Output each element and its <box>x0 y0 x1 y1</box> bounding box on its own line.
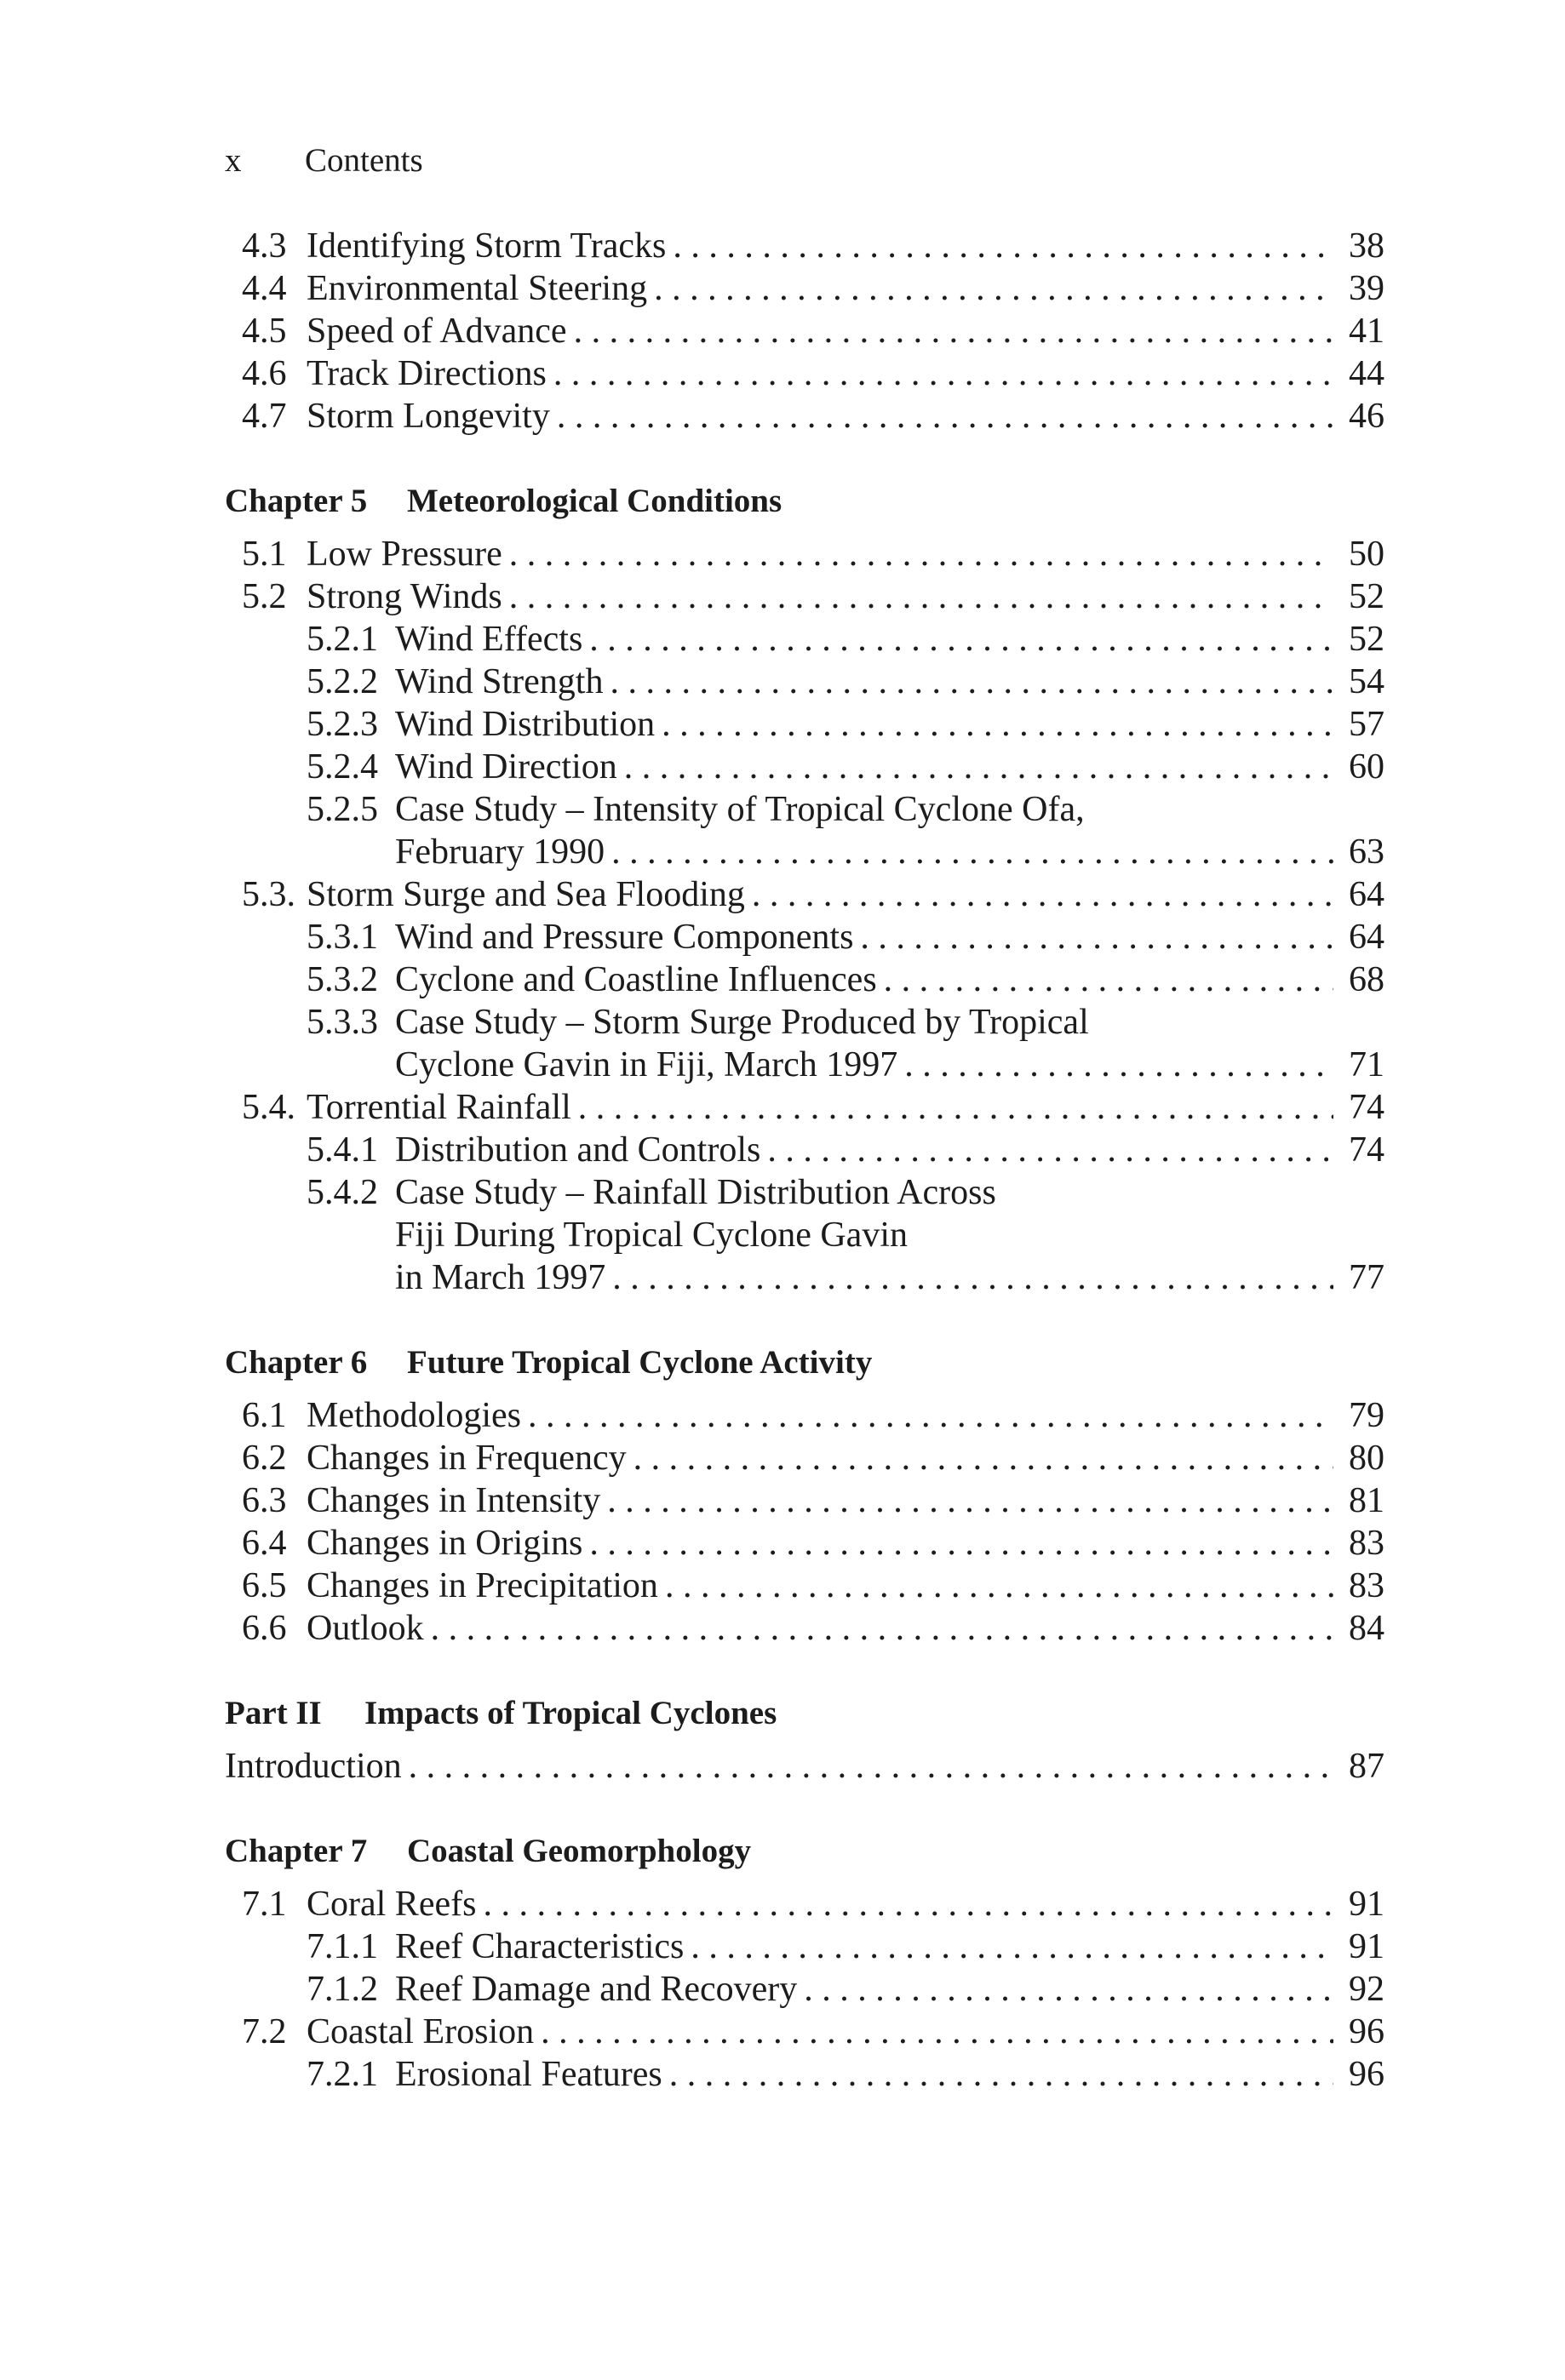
page-number: 83 <box>1349 1566 1384 1605</box>
chapter-title: Future Tropical Cyclone Activity <box>407 1344 873 1381</box>
page-number: 91 <box>1349 1885 1384 1924</box>
section-title: Low Pressure <box>307 535 502 574</box>
toc-entry[interactable] <box>225 831 1384 873</box>
section-number: 6.1 <box>242 1396 287 1435</box>
section-number: 5.2.1 <box>307 620 378 659</box>
page-number: 71 <box>1349 1045 1384 1084</box>
page-number: 74 <box>1349 1130 1384 1170</box>
section-number: 4.5 <box>242 312 287 351</box>
section-title: February 1990 <box>395 832 605 872</box>
page-number: 52 <box>1349 577 1384 616</box>
dot-leader <box>557 395 1333 438</box>
section-title: Identifying Storm Tracks <box>307 226 667 266</box>
chapter-heading <box>225 1820 1384 1883</box>
page-number: 41 <box>1349 312 1384 351</box>
page-number: 74 <box>1349 1088 1384 1127</box>
toc-entry[interactable] <box>225 1607 1384 1650</box>
section-number: 6.2 <box>242 1439 287 1478</box>
chapter-title: Meteorological Conditions <box>407 483 782 519</box>
dot-leader <box>528 1394 1333 1437</box>
dot-leader <box>624 746 1333 788</box>
toc-entry[interactable] <box>225 873 1384 916</box>
section-number: 5.2 <box>242 577 287 616</box>
section-title: Strong Winds <box>307 577 502 616</box>
toc-entry[interactable] <box>225 1171 1384 1214</box>
section-number: 7.2 <box>242 2012 287 2051</box>
toc-entry[interactable] <box>225 1001 1384 1044</box>
dot-leader <box>509 533 1333 575</box>
chapter-label: Chapter 6 <box>225 1344 368 1381</box>
dot-leader <box>612 1256 1333 1299</box>
toc-entry[interactable] <box>225 1086 1384 1129</box>
section-title: Reef Characteristics <box>395 1927 685 1966</box>
section-title: Speed of Advance <box>307 312 567 351</box>
section-title: Changes in Origins <box>307 1524 583 1563</box>
chapter-label: Chapter 7 <box>225 1833 368 1869</box>
page-number: 64 <box>1349 875 1384 914</box>
section-title: Track Directions <box>307 354 547 393</box>
running-head-title: Contents <box>305 142 423 179</box>
section-number: 5.3.2 <box>307 960 378 999</box>
section-title: Reef Damage and Recovery <box>395 1970 798 2009</box>
toc-entry[interactable] <box>225 1522 1384 1565</box>
section-number: 5.2.3 <box>307 705 378 744</box>
section-number: 7.2.1 <box>307 2055 378 2094</box>
page-number: 79 <box>1349 1396 1384 1435</box>
page-number: 60 <box>1349 747 1384 787</box>
dot-leader <box>804 1968 1333 2011</box>
toc-entry[interactable] <box>225 1214 1384 1256</box>
toc-entry[interactable] <box>225 1565 1384 1607</box>
toc-entry[interactable] <box>225 1044 1384 1086</box>
section-number: 5.3.3 <box>307 1003 378 1042</box>
section-number: 6.5 <box>242 1566 287 1605</box>
toc-entry[interactable] <box>225 1968 1384 2011</box>
section-title: Case Study – Intensity of Tropical Cyclone Ofa, <box>395 790 1085 829</box>
part-label: Part II <box>225 1695 322 1731</box>
page-number: 77 <box>1349 1258 1384 1297</box>
section-title: Cyclone and Coastline Influences <box>395 960 877 999</box>
section-number: 4.4 <box>242 269 287 308</box>
part-title: Impacts of Tropical Cyclones <box>364 1695 777 1731</box>
page-number: 46 <box>1349 397 1384 436</box>
table-of-contents <box>225 225 1384 2096</box>
toc-entry[interactable] <box>225 746 1384 788</box>
toc-entry[interactable] <box>225 788 1384 831</box>
toc-entry[interactable] <box>225 395 1384 438</box>
section-title: Methodologies <box>307 1396 521 1435</box>
dot-leader <box>431 1607 1333 1650</box>
page-number: 44 <box>1349 354 1384 393</box>
toc-entry[interactable] <box>225 2011 1384 2053</box>
page-number: 87 <box>1349 1747 1384 1786</box>
page-number: 38 <box>1349 226 1384 266</box>
dot-leader <box>610 661 1333 703</box>
dot-leader <box>611 831 1333 873</box>
dot-leader <box>673 225 1333 267</box>
section-title: Case Study – Rainfall Distribution Across <box>395 1173 996 1212</box>
dot-leader <box>669 2053 1333 2096</box>
dot-leader <box>860 916 1333 958</box>
dot-leader <box>541 2011 1333 2053</box>
toc-entry[interactable] <box>225 703 1384 746</box>
toc-entry[interactable] <box>225 1129 1384 1171</box>
section-number: 5.2.2 <box>307 662 378 701</box>
toc-entry[interactable] <box>225 1925 1384 1968</box>
toc-entry[interactable] <box>225 1256 1384 1299</box>
dot-leader <box>578 1086 1333 1129</box>
section-number: 6.4 <box>242 1524 287 1563</box>
dot-leader <box>509 575 1333 618</box>
dot-leader <box>662 703 1333 746</box>
page-number: 52 <box>1349 620 1384 659</box>
section-number: 7.1 <box>242 1885 287 1924</box>
section-number: 5.2.4 <box>307 747 378 787</box>
page-number: 57 <box>1349 705 1384 744</box>
page-number: 68 <box>1349 960 1384 999</box>
toc-entry[interactable] <box>225 1479 1384 1522</box>
section-title: Introduction <box>225 1747 402 1786</box>
toc-entry[interactable] <box>225 352 1384 395</box>
toc-entry[interactable] <box>225 225 1384 267</box>
dot-leader <box>553 352 1333 395</box>
section-title: in March 1997 <box>395 1258 606 1297</box>
section-title: Changes in Intensity <box>307 1481 601 1520</box>
section-number: 7.1.2 <box>307 1970 378 2009</box>
running-head <box>225 138 423 184</box>
dot-leader <box>691 1925 1333 1968</box>
page-number: 84 <box>1349 1609 1384 1648</box>
page-number: 80 <box>1349 1439 1384 1478</box>
dot-leader <box>483 1883 1333 1925</box>
page-number: 50 <box>1349 535 1384 574</box>
toc-entry[interactable] <box>225 575 1384 618</box>
section-number: 5.2.5 <box>307 790 378 829</box>
section-number: 4.3 <box>242 226 287 266</box>
section-number: 4.7 <box>242 397 287 436</box>
page-number: 63 <box>1349 832 1384 872</box>
section-title: Erosional Features <box>395 2055 662 2094</box>
dot-leader <box>654 267 1333 310</box>
dot-leader <box>884 958 1333 1001</box>
section-number: 5.4.1 <box>307 1130 378 1170</box>
toc-entry[interactable] <box>225 1437 1384 1479</box>
section-title: Case Study – Storm Surge Produced by Tropical <box>395 1003 1089 1042</box>
section-title: Storm Surge and Sea Flooding <box>307 875 745 914</box>
page-number: 81 <box>1349 1481 1384 1520</box>
chapter-title: Coastal Geomorphology <box>407 1833 752 1869</box>
toc-entry[interactable] <box>225 2053 1384 2096</box>
dot-leader <box>607 1479 1333 1522</box>
toc-entry[interactable] <box>225 267 1384 310</box>
page-number: 96 <box>1349 2055 1384 2094</box>
section-title: Fiji During Tropical Cyclone Gavin <box>395 1216 908 1255</box>
section-number: 4.6 <box>242 354 287 393</box>
section-number: 6.6 <box>242 1609 287 1648</box>
section-number: 6.3 <box>242 1481 287 1520</box>
dot-leader <box>904 1044 1333 1086</box>
dot-leader <box>665 1565 1333 1607</box>
section-title: Changes in Precipitation <box>307 1566 658 1605</box>
page-folio: x <box>225 142 242 179</box>
toc-entry[interactable] <box>225 916 1384 958</box>
dot-leader <box>574 310 1333 352</box>
section-title: Coastal Erosion <box>307 2012 535 2051</box>
page-number: 96 <box>1349 2012 1384 2051</box>
toc-entry[interactable] <box>225 533 1384 575</box>
section-title: Wind Strength <box>395 662 604 701</box>
section-title: Storm Longevity <box>307 397 550 436</box>
toc-entry[interactable] <box>225 661 1384 703</box>
section-title: Wind Effects <box>395 620 583 659</box>
chapter-label: Chapter 5 <box>225 483 368 519</box>
page-number: 39 <box>1349 269 1384 308</box>
section-title: Cyclone Gavin in Fiji, March 1997 <box>395 1045 898 1084</box>
section-number: 5.4. <box>242 1088 295 1127</box>
toc-entry-introduction[interactable] <box>225 1745 1384 1788</box>
dot-leader <box>767 1129 1333 1171</box>
page-number: 54 <box>1349 662 1384 701</box>
section-title: Wind Distribution <box>395 705 656 744</box>
section-title: Torrential Rainfall <box>307 1088 571 1127</box>
page-number: 91 <box>1349 1927 1384 1966</box>
page-number: 83 <box>1349 1524 1384 1563</box>
toc-entry[interactable] <box>225 958 1384 1001</box>
section-title: Changes in Frequency <box>307 1439 627 1478</box>
section-title: Distribution and Controls <box>395 1130 761 1170</box>
section-number: 5.1 <box>242 535 287 574</box>
dot-leader <box>589 618 1333 661</box>
dot-leader <box>589 1522 1333 1565</box>
section-title: Outlook <box>307 1609 424 1648</box>
toc-entry[interactable] <box>225 310 1384 352</box>
dot-leader <box>752 873 1333 916</box>
toc-entry[interactable] <box>225 1883 1384 1925</box>
section-number: 5.3. <box>242 875 295 914</box>
section-title: Wind and Pressure Components <box>395 918 854 957</box>
part-heading <box>225 1682 1384 1745</box>
section-title: Wind Direction <box>395 747 617 787</box>
page-number: 64 <box>1349 918 1384 957</box>
section-title: Coral Reefs <box>307 1885 477 1924</box>
chapter-heading <box>225 470 1384 533</box>
dot-leader <box>633 1437 1333 1479</box>
dot-leader <box>409 1745 1333 1788</box>
toc-entry[interactable] <box>225 1394 1384 1437</box>
section-number: 5.4.2 <box>307 1173 378 1212</box>
section-number: 5.3.1 <box>307 918 378 957</box>
toc-entry[interactable] <box>225 618 1384 661</box>
chapter-heading <box>225 1331 1384 1394</box>
section-number: 7.1.1 <box>307 1927 378 1966</box>
page-number: 92 <box>1349 1970 1384 2009</box>
section-title: Environmental Steering <box>307 269 648 308</box>
